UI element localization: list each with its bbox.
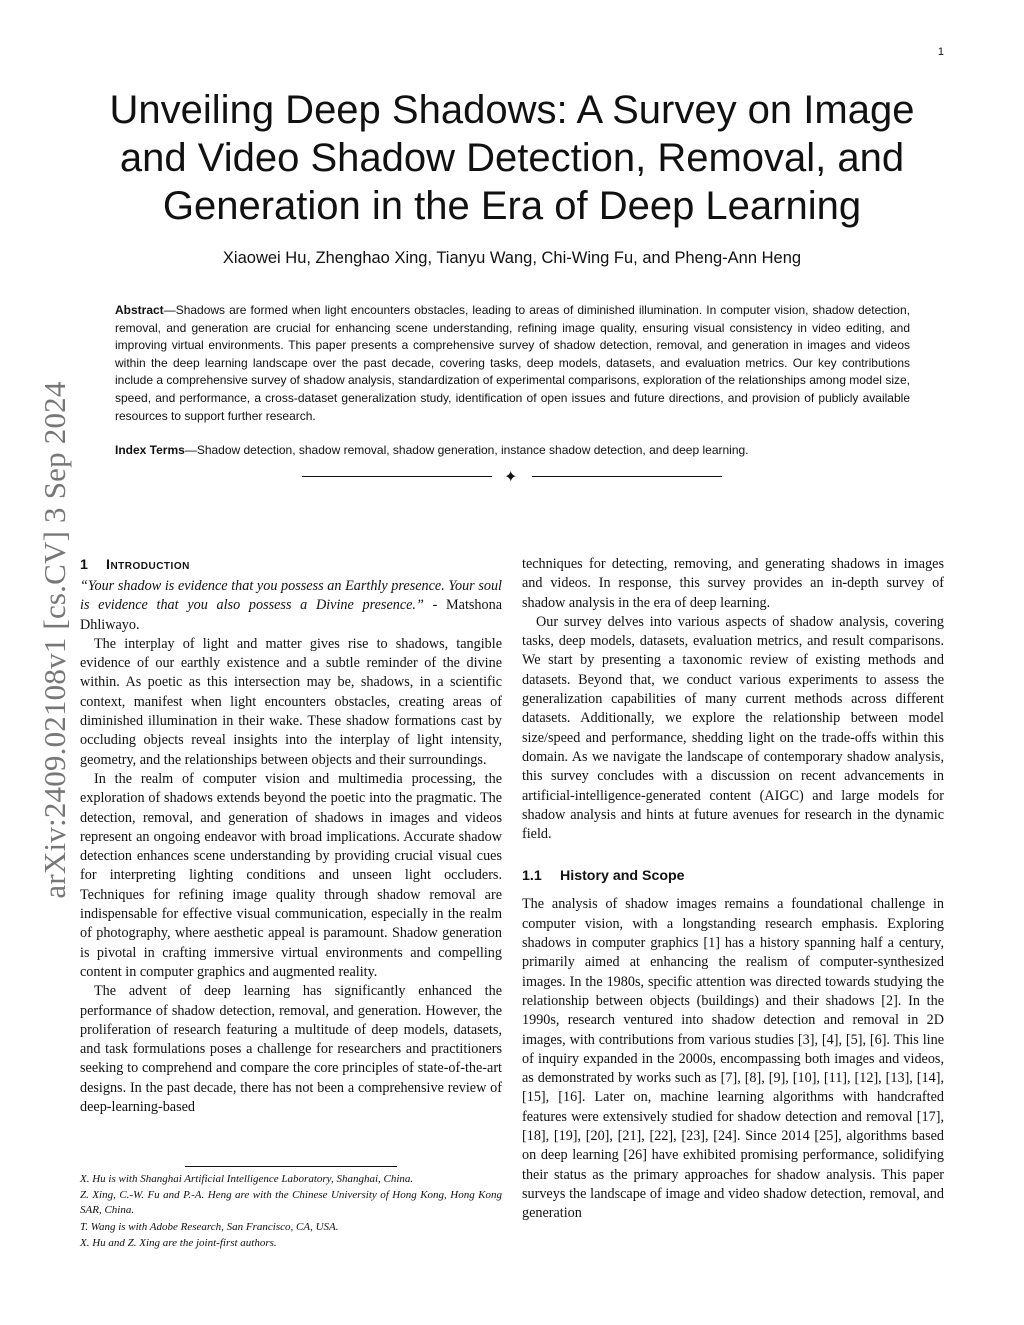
left-column (80, 555, 502, 1117)
paper-title: Unveiling Deep Shadows: A Survey on Image and Video Shadow Detection, Removal, and Generation in the Era of Deep Learning (109, 88, 915, 228)
epigraph-attribution: - Matshona Dhliwayo. (80, 597, 502, 633)
author-list: Xiaowei Hu, Zhenghao Xing, Tianyu Wang, Chi-Wing Fu, and Pheng-Ann Heng (222, 249, 802, 267)
divider-star-icon: ✦ (504, 467, 518, 486)
section-divider (302, 467, 722, 487)
arxiv-stamp: arXiv:2409.02108v1 [cs.CV] 3 Sep 2024 (37, 381, 72, 899)
divider-line-left (302, 476, 492, 477)
index-terms (115, 442, 910, 459)
abstract (115, 302, 910, 425)
intro-paragraph-2: In the realm of computer vision and multimedia processing, the exploration of shadows extends beyond the poetic into the pragmatic. The detection, removal, and generation of shadows in images and videos represent an ongoing endeavor with broad implications. Accurate shadow detection enhances scene understanding by providing crucial visual cues for interpreting lighting conditions and unseen light occluders. Techniques for refining image quality through shadow removal are indispensable for effective visual communication, especially in the realm of photography, where aesthetic appeal is paramount. Shadow generation is pivotal in crafting immersive virtual environments and compelling content in computer graphics and augmented reality. (80, 770, 502, 980)
history-paragraph: The analysis of shadow images remains a foundational challenge in computer vision, with a longstanding research emphasis. Exploring shadows in computer graphics [1] has a history spanning half a century, primarily aimed at enhancing the realism of computer-synthesized images. In the 1980s, specific attention was directed towards studying the relationship between objects (buildings) and their shadows [2]. In the 1990s, research ventured into shadow detection and removal in 2D images, with contributions from various studies [3], [4], [5], [6]. This line of inquiry expanded in the 2000s, encompassing both images and videos, as demonstrated by works such as [7], [8], [9], [10], [11], [12], [13], [14], [15], [16]. Later on, machine learning algorithms with handcrafted features were extensively studied for shadow detection and removal [17], [18], [19], [20], [21], [22], [23], [24]. Since 2014 [25], algorithms based on deep learning [26] have exhibited promising performance, solidifying their status as the primary approaches for shadow analysis. This paper surveys the landscape of image and video shadow detection, removal, and generation (522, 896, 944, 1222)
index-terms-label: Index Terms (115, 443, 185, 457)
epigraph (80, 577, 502, 635)
abstract-label: Abstract (115, 303, 164, 317)
subsection-number: 1.1 (522, 868, 542, 885)
abstract-text: —Shadows are formed when light encounters obstacles, leading to areas of diminished illumination. In computer vision, shadow detection, removal, and generation are crucial for enhancing scene understanding, refining image quality, ensuring visual consistency in video editing, and improving virtual environments. This paper presents a comprehensive survey of shadow detection, removal, and generation in images and videos within the deep learning landscape over the past decade, covering tasks, deep models, datasets, and evaluation metrics. Our key contributions include a comprehensive survey of shadow analysis, standardization of experimental comparisons, exploration of the relationships among model size, speed, and performance, a cross-dataset generalization study, identification of open issues and future directions, and provision of publicly available resources to support further research. (115, 303, 910, 423)
section-heading (80, 555, 502, 575)
footnote-affiliation-wang: T. Wang is with Adobe Research, San Francisco, CA, USA. (80, 1220, 339, 1233)
footnotes (80, 1172, 502, 1252)
subsection-heading (522, 866, 944, 886)
footnote-affiliation-hu: X. Hu is with Shanghai Artificial Intelligence Laboratory, Shanghai, China. (80, 1173, 414, 1185)
section-title: Introduction (106, 557, 190, 573)
footnote-rule (185, 1166, 397, 1167)
intro-paragraph-3: The advent of deep learning has significantly enhanced the performance of shadow detection, removal, and generation. However, the proliferation of research featuring a multitude of deep models, datasets, and task formulations poses a challenge for researchers and practitioners seeking to comprehend and compare the core principles of state-of-the-art designs. In the past decade, there has not been a comprehensive review of deep-learning-based (80, 983, 502, 1116)
subsection-title: History and Scope (560, 868, 685, 885)
footnote-joint-first: X. Hu and Z. Xing are the joint-first authors. (80, 1236, 277, 1249)
divider-line-right (532, 476, 722, 477)
epigraph-quote: “Your shadow is evidence that you possess an Earthly presence. Your soul is evidence that you also possess a Divine presence.” (80, 578, 502, 614)
page-number: 1 (937, 46, 944, 58)
intro-paragraph-1: The interplay of light and matter gives rise to shadows, tangible evidence of our earthly existence and a subtle reminder of the divine within. As poetic as this intersection may be, shadows, in a scientific context, manifest when light encounters obstacles, creating areas of diminished illumination in their wake. These shadow formations cast by occluding objects reveal insights into the interplay of light intensity, geometry, and the relationships between objects and their surroundings. (80, 635, 502, 768)
intro-paragraph-3-continued: techniques for detecting, removing, and generating shadows in images and videos. In response, this survey provides an in-depth survey of shadow analysis in the era of deep learning. (522, 556, 944, 611)
right-column (522, 555, 944, 1224)
index-terms-text: —Shadow detection, shadow removal, shadow generation, instance shadow detection, and deep learning. (184, 443, 749, 457)
footnote-affiliation-cuhk: Z. Xing, C.-W. Fu and P.-A. Heng are with the Chinese University of Hong Kong, Hong Kong SAR, China. (80, 1189, 502, 1217)
section-number: 1 (80, 557, 88, 573)
intro-paragraph-4: Our survey delves into various aspects of shadow analysis, covering tasks, deep models, datasets, evaluation metrics, and result comparisons. We start by presenting a taxonomic review of existing methods and datasets. Beyond that, we conduct various experiments to assess the generalization capabilities of many current methods across different datasets. Additionally, we explore the relationship between model size/speed and performance, shedding light on the trade-offs within this domain. As we navigate the landscape of contemporary shadow analysis, this survey concludes with a discussion on recent advancements in artificial-intelligence-generated content (AIGC) and large models for shadow analysis and hints at future avenues for research in the dynamic field. (522, 613, 944, 843)
